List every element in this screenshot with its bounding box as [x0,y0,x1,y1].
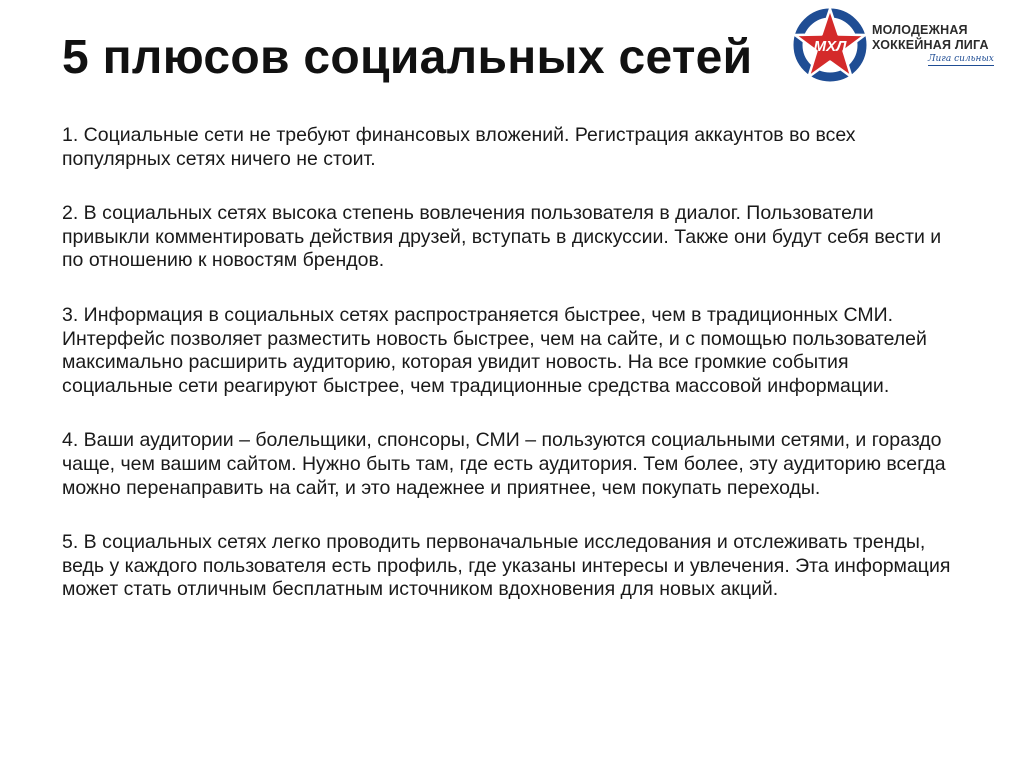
slide-body [62,124,962,633]
mhl-emblem-icon [792,7,868,83]
paragraph-1: 1. Социальные сети не требуют финансовых вложений. Регистрация аккаунтов во всех популярных сетях ничего не стоит. [62,124,856,170]
emblem-label: МХЛ [813,38,847,55]
logo-slogan: Лига сильных [928,54,994,64]
logo-wordmark [872,24,994,66]
paragraph-5: 5. В социальных сетях легко проводить первоначальные исследования и отслеживать тренды, ведь у каждого пользователя есть профиль, где указаны интересы и увлечения. Эта информация может стать отличным бесплатным источником вдохновения для новых акций. [62,531,951,601]
logo-line-2: ХОККЕЙНАЯ ЛИГА [872,37,989,52]
paragraph-3: 3. Информация в социальных сетях распространяется быстрее, чем в традиционных СМИ. Интерфейс позволяет разместить новость быстрее, чем на сайте, и с помощью пользователей максимально расширить аудиторию, которая увидит новость. На все громкие события социальные сети реагируют быстрее, чем традиционные средства массовой информации. [62,303,927,397]
paragraph-4: 4. Ваши аудитории – болельщики, спонсоры, СМИ – пользуются социальными сетями, и гораздо чаще, чем вашим сайтом. Нужно быть там, где есть аудитория. Тем более, эту аудиторию всегда можно перенаправить на сайт, и это надежнее и приятнее, чем покупать переходы. [62,429,946,499]
mhl-logo [792,2,1020,88]
slide-title: 5 плюсов социальных сетей [62,31,753,84]
logo-line-1: МОЛОДЕЖНАЯ [872,23,968,37]
paragraph-2: 2. В социальных сетях высока степень вовлечения пользователя в диалог. Пользователи привыкли комментировать действия друзей, вступать в дискуссии. Также они будут себя вести и по отношению к новостям брендов. [62,202,942,272]
